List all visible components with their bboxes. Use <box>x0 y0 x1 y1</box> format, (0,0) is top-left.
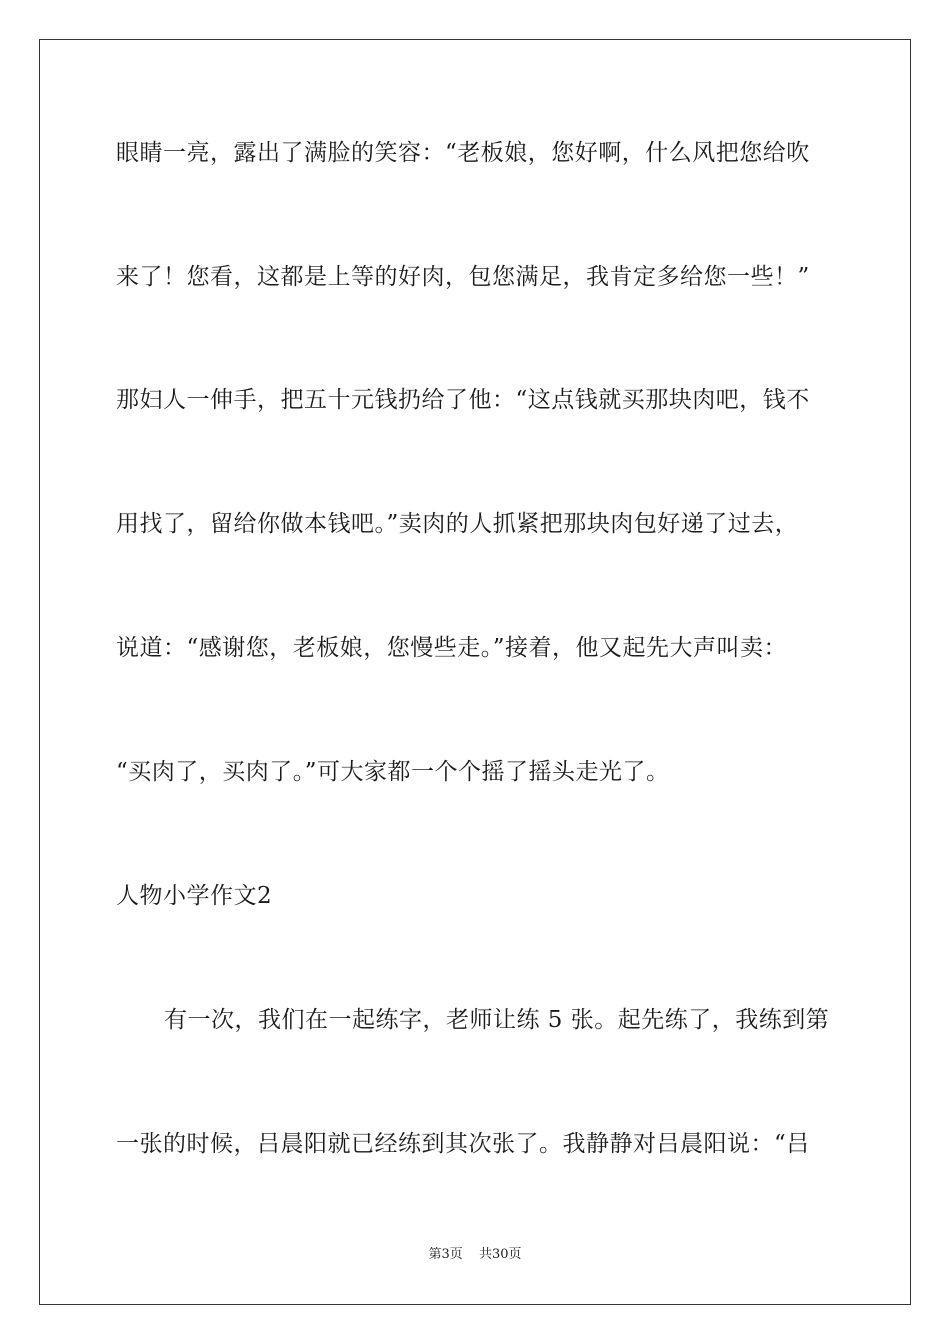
page-total: 共30页 <box>478 1247 522 1262</box>
body-line: 眼睛一亮，露出了满脸的笑容：“老板娘，您好啊，什么风把您给吹 <box>116 140 810 166</box>
body-line: “买肉了，买肉了。”可大家都一个个摇了摇头走光了。 <box>116 759 670 785</box>
page-number: 第3页 <box>428 1247 463 1262</box>
body-line: 有一次，我们在一起练字，老师让练 5 张。起先练了，我练到第 <box>164 1007 830 1033</box>
body-line: 来了！您看，这都是上等的好肉，包您满足，我肯定多给您一些！” <box>116 264 810 290</box>
body-line: 一张的时候，吕晨阳就已经练到其次张了。我静静对吕晨阳说：“吕 <box>116 1131 810 1157</box>
body-line: 说道：“感谢您，老板娘，您慢些走。”接着，他又起先大声叫卖： <box>116 635 788 661</box>
section-heading: 人物小学作文2 <box>116 883 273 909</box>
body-line: 那妇人一伸手，把五十元钱扔给了他：“这点钱就买那块肉吧，钱不 <box>116 387 810 413</box>
page-footer <box>0 1246 950 1264</box>
page-border <box>39 39 911 1305</box>
body-line: 用找了，留给你做本钱吧。”卖肉的人抓紧把那块肉包好递了过去， <box>116 511 799 537</box>
